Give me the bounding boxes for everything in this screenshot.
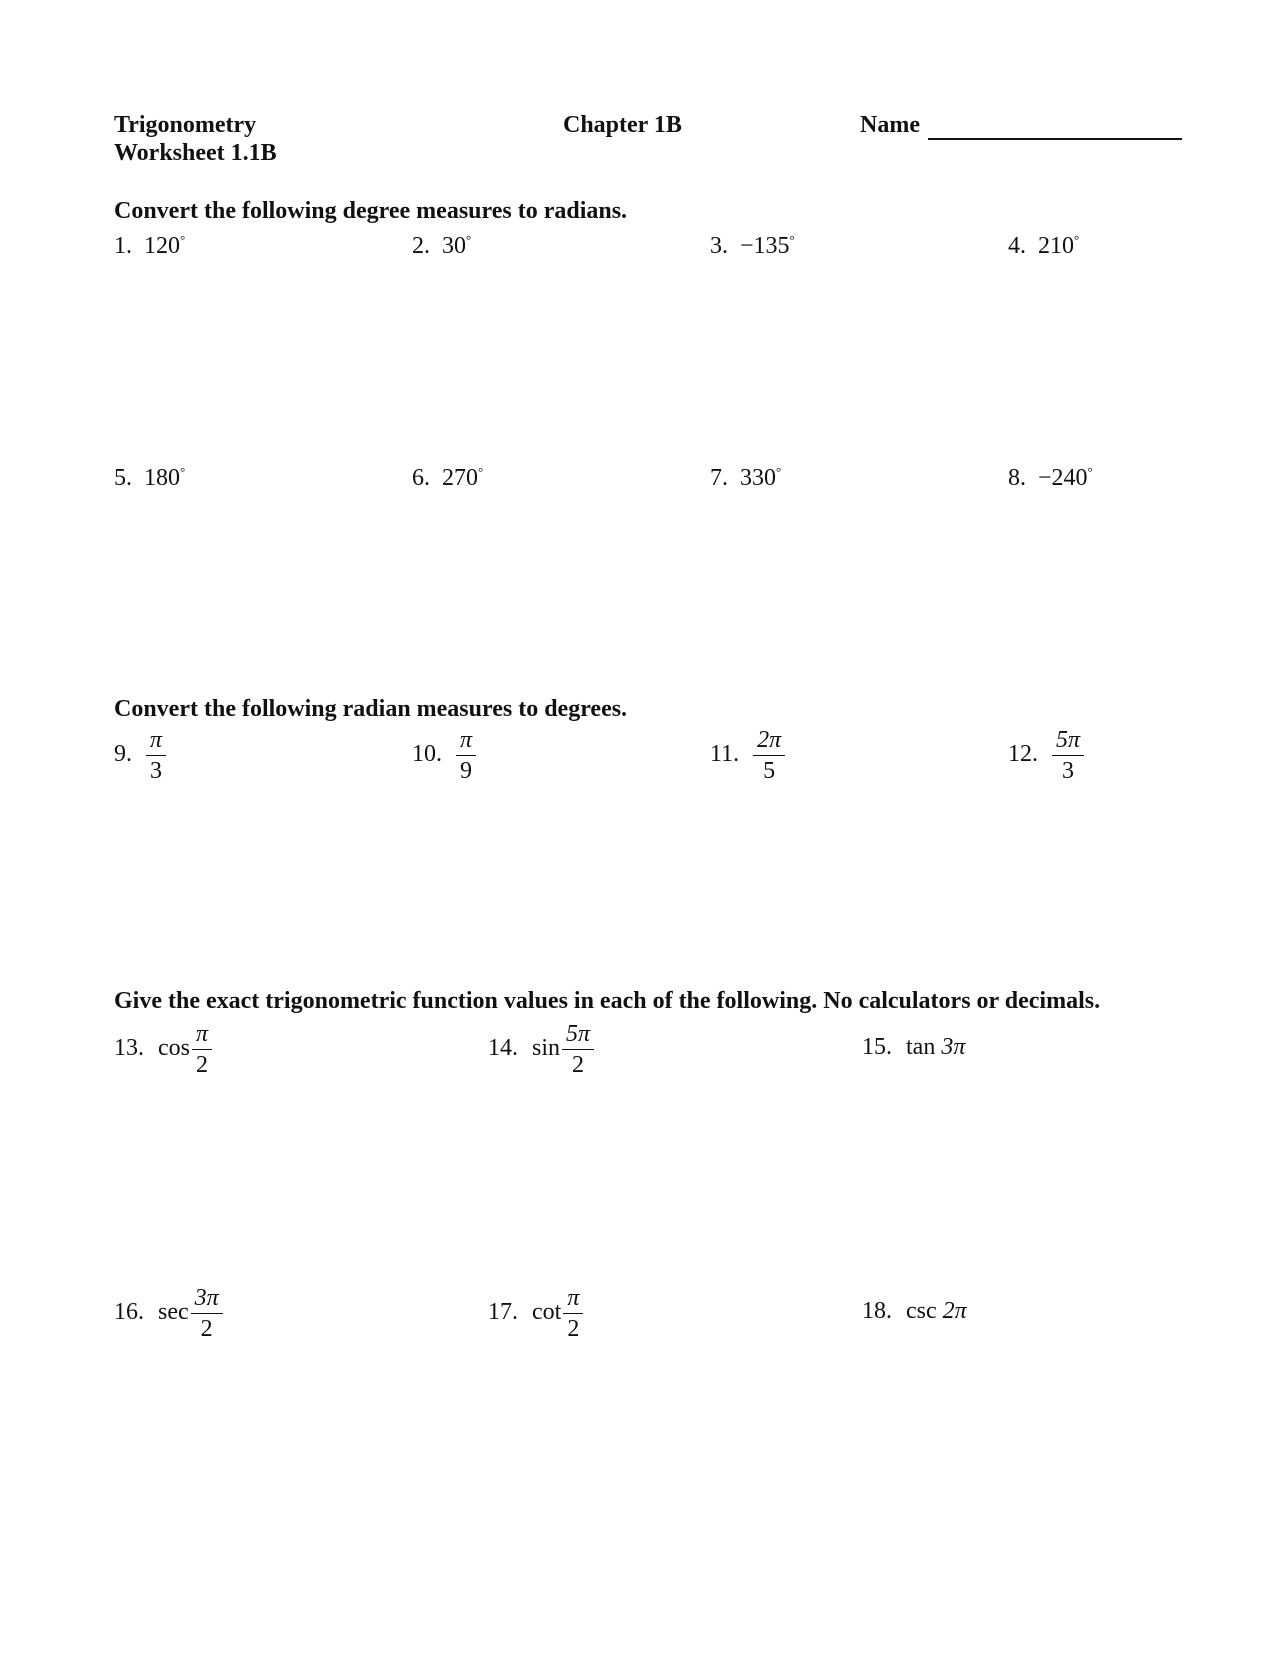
section-2-instruction: Convert the following radian measures to degrees. <box>114 696 628 722</box>
problem-4: 4. 210° <box>1008 232 1080 259</box>
problem-7: 7. 330° <box>710 464 782 491</box>
fraction: $\frac{3\pi}{2}$ <box>191 1286 223 1341</box>
problem-1: 1. 120° <box>114 232 186 259</box>
problem-9: 9. $\frac{\pi}{3}$ <box>114 728 166 783</box>
fraction: $\frac{\pi}{2}$ <box>563 1286 583 1341</box>
fraction: $\frac{5\pi}{3}$ <box>1052 728 1084 783</box>
problem-18: 18. csc 2π <box>862 1298 967 1324</box>
problem-13: 13. cos $\frac{\pi}{2}$ <box>114 1022 212 1077</box>
problem-11: 11. $\frac{2\pi}{5}$ <box>710 728 785 783</box>
problem-5: 5. 180° <box>114 464 186 491</box>
course-title: Trigonometry <box>114 112 257 138</box>
fraction: $\frac{\pi}{9}$ <box>456 728 476 783</box>
fraction: $\frac{\pi}{3}$ <box>146 728 166 783</box>
problem-10: 10. $\frac{\pi}{9}$ <box>412 728 476 783</box>
section-1-instruction: Convert the following degree measures to radians. <box>114 198 628 224</box>
name-label: Name <box>860 112 920 138</box>
problem-16: 16. sec $\frac{3\pi}{2}$ <box>114 1286 223 1341</box>
section-3-instruction: Give the exact trigonometric function values in each of the following. No calculators or decimals. <box>114 988 1101 1014</box>
problem-3: 3. −135° <box>710 232 795 259</box>
fraction: $\frac{5\pi}{2}$ <box>562 1022 594 1077</box>
problem-14: 14. sin $\frac{5\pi}{2}$ <box>488 1022 594 1077</box>
problem-12: 12. $\frac{5\pi}{3}$ <box>1008 728 1084 783</box>
worksheet-title: Worksheet 1.1B <box>114 140 277 166</box>
problem-17: 17. cot $\frac{\pi}{2}$ <box>488 1286 583 1341</box>
problem-6: 6. 270° <box>412 464 484 491</box>
fraction: $\frac{2\pi}{5}$ <box>753 728 785 783</box>
name-blank-line[interactable] <box>928 138 1182 140</box>
fraction: $\frac{\pi}{2}$ <box>192 1022 212 1077</box>
chapter-label: Chapter 1B <box>563 112 682 138</box>
problem-2: 2. 30° <box>412 232 472 259</box>
problem-8: 8. −240° <box>1008 464 1093 491</box>
problem-15: 15. tan 3π <box>862 1034 966 1060</box>
